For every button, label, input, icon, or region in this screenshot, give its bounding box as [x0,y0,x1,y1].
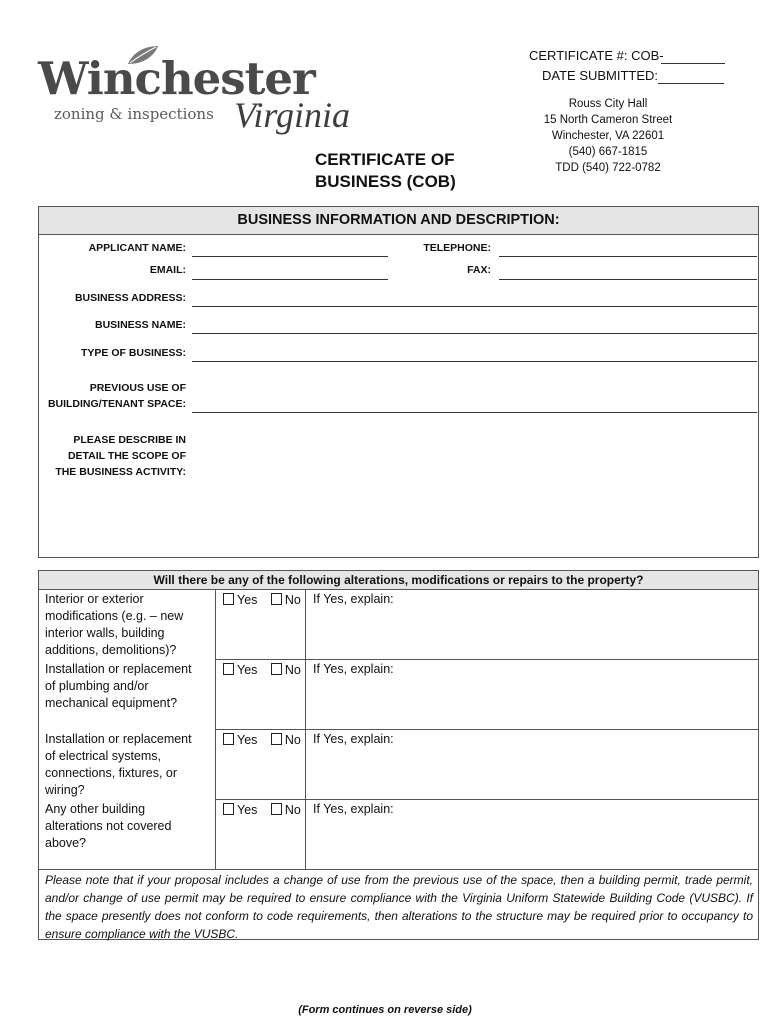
type-of-business-label: TYPE OF BUSINESS: [80,347,186,359]
yes-no-options: Yes No [223,662,301,679]
address-line: TDD (540) 722-0782 [555,162,661,174]
yes-checkbox[interactable] [223,593,234,605]
explain-field[interactable] [309,609,754,657]
describe-activity-field[interactable] [192,432,752,552]
previous-use-field[interactable] [192,412,757,413]
logo-subtitle: zoning & inspections [54,105,214,123]
logo-state: Virginia [234,95,350,135]
email-label: EMAIL: [149,264,186,276]
alteration-question-cell: Installation or replacement of plumbing and/or mechanical equipment? [45,662,192,710]
no-checkbox[interactable] [271,593,282,605]
compliance-note: Please note that if your proposal includes a change of use from the previous use of the space, then a building permit, trade permit, and/or change of use permit may be required to ensure compliance with the Virginia Uniform Statewide Building Code (VUSBC). If the space presently does not conform to code requirements, then alterations to the structure may be required prior to occupancy to ensure compliance with the VUSBC. [45,873,753,941]
address-line: 15 North Cameron Street [543,114,673,126]
row-divider [215,799,758,800]
alteration-question-cell: Any other building alterations not covered above? [45,802,172,850]
telephone-field[interactable] [499,256,757,257]
explain-label: If Yes, explain: [313,802,394,816]
yes-no-options: Yes No [223,592,301,609]
alteration-question-cell: Installation or replacement of electrical systems, connections, fixtures, or wiring? [45,732,192,797]
explain-field[interactable] [309,679,754,727]
fax-label: FAX: [467,264,491,276]
address-line: Rouss City Hall [568,98,648,110]
yes-checkbox[interactable] [223,663,234,675]
business-address-label: BUSINESS ADDRESS: [74,292,186,304]
date-submitted-line[interactable] [658,83,724,84]
logo-name: Winchester [38,52,315,105]
explain-label: If Yes, explain: [313,662,394,676]
explain-label: If Yes, explain: [313,592,394,606]
address-line: (540) 667-1815 [568,146,648,158]
explain-field[interactable] [309,819,754,867]
alterations-question: Will there be any of the following alterations, modifications or repairs to the property? [39,571,758,590]
date-submitted-label: DATE SUBMITTED: [542,68,658,83]
row-divider [215,729,758,730]
address-line: Winchester, VA 22601 [551,130,665,142]
yes-no-options: Yes No [223,732,301,749]
alteration-question-cell: Interior or exterior modifications (e.g. – new interior walls, building additions, demolitions)? [45,592,184,657]
applicant-name-field[interactable] [192,256,388,257]
office-address [518,96,698,176]
previous-use-label: PREVIOUS USE OF BUILDING/TENANT SPACE: [47,382,186,410]
no-checkbox[interactable] [271,733,282,745]
explain-label: If Yes, explain: [313,732,394,746]
fax-field[interactable] [499,279,757,280]
type-of-business-field[interactable] [192,361,757,362]
form-continues-note: (Form continues on reverse side) [298,1004,472,1016]
row-divider [39,869,758,870]
page-title: CERTIFICATE OF BUSINESS (COB) [315,150,456,191]
telephone-label: TELEPHONE: [423,242,491,254]
no-checkbox[interactable] [271,663,282,675]
row-divider [215,659,758,660]
yes-checkbox[interactable] [223,803,234,815]
logo [38,44,368,140]
business-name-field[interactable] [192,333,757,334]
explain-field[interactable] [309,749,754,797]
business-name-label: BUSINESS NAME: [94,319,186,331]
email-field[interactable] [192,279,388,280]
applicant-name-label: APPLICANT NAME: [88,242,186,254]
business-address-field[interactable] [192,306,757,307]
no-checkbox[interactable] [271,803,282,815]
yes-checkbox[interactable] [223,733,234,745]
alterations-table [38,570,759,940]
business-info-section [38,206,759,558]
describe-activity-label: PLEASE DESCRIBE IN DETAIL THE SCOPE OF THE BUSINESS ACTIVITY: [55,434,186,478]
certificate-number-line[interactable] [661,63,725,64]
certificate-number-label: CERTIFICATE #: COB- [529,48,664,63]
section-title: BUSINESS INFORMATION AND DESCRIPTION: [39,207,758,235]
yes-no-options: Yes No [223,802,301,819]
